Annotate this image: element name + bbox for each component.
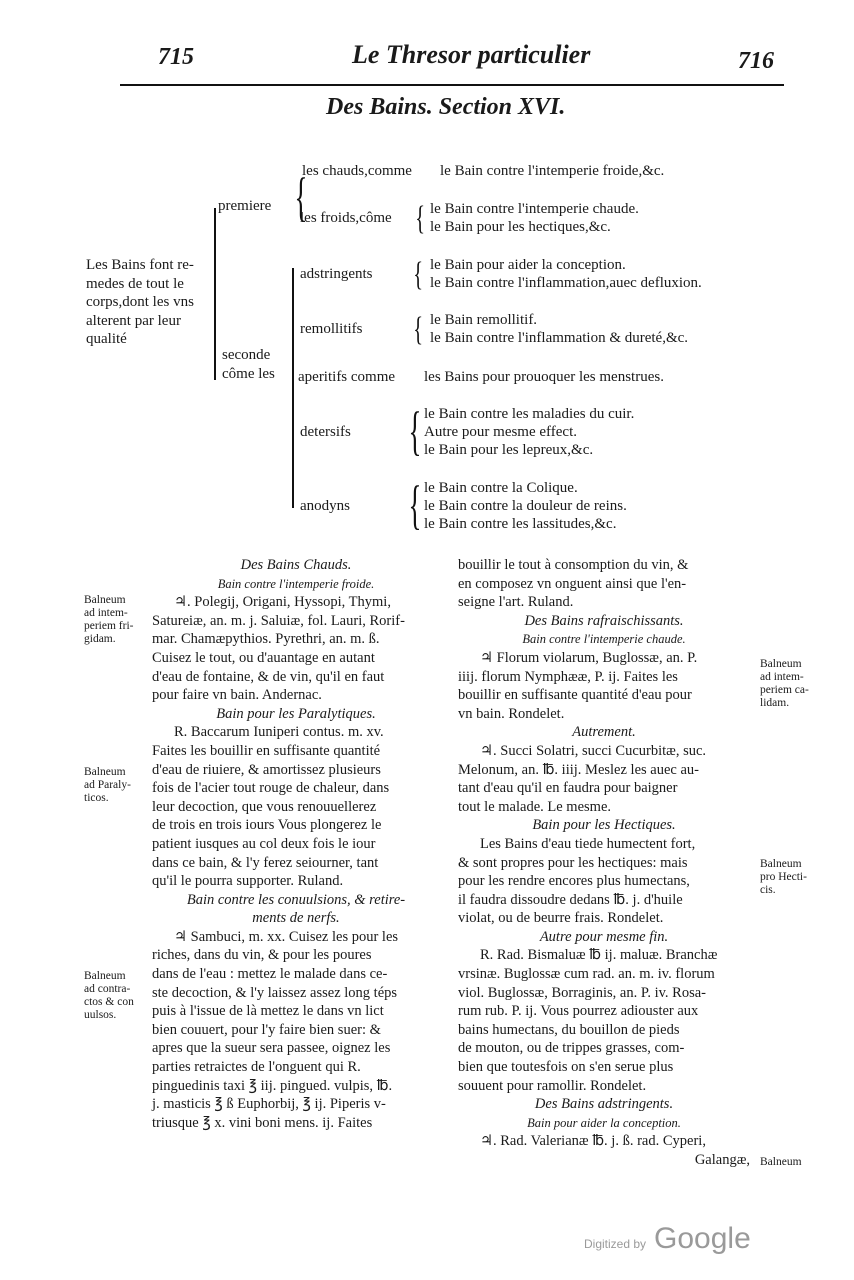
item-adstringents-2: le Bain contre l'inflammation,auec defluxion. — [430, 275, 702, 291]
header-rule — [120, 84, 784, 86]
margin-note-hecticis: Balneum pro Hecti- cis. — [760, 858, 807, 896]
section-title: Des Bains. Section XVI. — [326, 94, 566, 120]
left-column-line: bien couuert, pour l'y faire bien suer: & — [152, 1021, 381, 1038]
right-column-line: Les Bains d'eau tiede humectent fort, — [480, 835, 696, 852]
item-aperitifs: les Bains pour prouoquer les menstrues. — [424, 369, 664, 385]
left-column-line: puis à l'issue de là mettez le dans vn lict — [152, 1003, 384, 1020]
right-column-line: bien que toutesfois on s'en serue plus — [458, 1059, 674, 1076]
right-column-line: seigne l'art. Ruland. — [458, 594, 574, 611]
left-column-line: fois de l'acier tout rouge de chaleur, dans — [152, 780, 390, 797]
brace-anodyns: { — [408, 475, 422, 535]
left-column-line: riches, dans du vin, & pour les poures — [152, 947, 372, 964]
item-remollitifs-1: le Bain remollitif. — [430, 312, 538, 328]
node-adstringents: adstringents — [300, 266, 373, 282]
node-chauds: les chauds,comme — [302, 163, 412, 179]
right-column-line: bouillir le tout à consomption du vin, & — [458, 557, 689, 573]
left-column-line: qu'il le pourra supporter. Ruland. — [152, 873, 344, 890]
left-column-line: ments de nerfs. — [252, 910, 340, 927]
right-column-line: Bain pour aider la conception. — [527, 1115, 681, 1130]
brace-premiere: { — [294, 167, 308, 227]
margin-note-intemperie-calidam: Balneum ad intem- periem ca- lidam. — [760, 658, 809, 709]
item-detersifs-3: le Bain pour les lepreux,&c. — [424, 442, 594, 458]
root-brace — [214, 208, 216, 380]
left-column-line: Bain pour les Paralytiques. — [216, 705, 376, 722]
margin-note-intemperie-frigidam: Balneum ad intem- periem fri- gidam. — [84, 594, 134, 645]
right-column-line: ♃. Succi Solatri, succi Cucurbitæ, suc. — [480, 742, 707, 759]
margin-note-paralyticos: Balneum ad Paraly- ticos. — [84, 766, 131, 804]
right-column-line: souuent pour ramollir. Rondelet. — [458, 1077, 647, 1094]
right-column-line: bains humectans, du bouillon de pieds — [458, 1021, 680, 1038]
right-column-line: viol. Buglossæ, Borraginis, an. P. iv. Rosa- — [458, 984, 706, 1001]
right-column-line: Des Bains rafraischissants. — [524, 612, 684, 629]
right-column-line: pour les rendre encores plus humectans, — [458, 873, 690, 890]
right-column-line: ♃. Rad. Valerianæ ℔. j. ß. rad. Cyperi, — [480, 1133, 706, 1150]
right-column-line: tout le malade. Le mesme. — [458, 798, 612, 815]
left-column-line: Cuisez le tout, ou d'auantage en autant — [152, 649, 375, 666]
right-column-line: bouillir en suffisante quantité d'eau pour — [458, 687, 692, 704]
google-watermark — [584, 1222, 751, 1256]
right-column-line: de mouton, ou de trippes grasses, com- — [458, 1040, 685, 1057]
right-column — [458, 556, 750, 1170]
item-froids-2: le Bain pour les hectiques,&c. — [430, 219, 611, 235]
right-column-line: & sont propres pour les hectiques: mais — [458, 854, 688, 871]
brace-seconde — [292, 268, 294, 508]
branch-premiere: premiere — [218, 198, 272, 214]
item-anodyns-3: le Bain contre les lassitudes,&c. — [424, 516, 617, 532]
brace-detersifs: { — [408, 401, 422, 461]
node-detersifs: detersifs — [300, 424, 351, 440]
right-column-line: Bain contre l'intemperie chaude. — [522, 632, 686, 647]
right-column-line: Galangæ, — [694, 1152, 750, 1168]
brace-remollitifs: { — [413, 311, 424, 348]
watermark-prefix: Digitized by — [584, 1237, 647, 1251]
right-column-line: rum rub. P. ij. Vous pourrez adiouster aux — [458, 1003, 699, 1020]
left-column-line: dans de l'eau : mettez le malade dans ce- — [152, 966, 388, 983]
node-remollitifs: remollitifs — [300, 321, 363, 337]
left-column — [152, 556, 440, 1132]
left-column-line: d'eau de riuiere, & amortissez plusieurs — [152, 761, 381, 778]
left-column-line: mar. Chamæpythios. Pyrethri, an. m. ß. — [152, 631, 380, 648]
left-column-line: d'eau de fontaine, & de vin, qu'il en faut — [152, 668, 385, 685]
left-column-line: ♃ Sambuci, m. xx. Cuisez les pour les — [174, 928, 399, 945]
left-column-line: Des Bains Chauds. — [240, 557, 352, 573]
left-column-line: de trois en trois iours Vous plongerez le — [152, 817, 382, 834]
left-column-line: Satureiæ, an. m. j. Saluiæ, fol. Lauri, Rorif- — [152, 612, 405, 629]
right-column-line: Autrement. — [572, 724, 636, 741]
running-title: Le Thresor particulier — [352, 40, 591, 69]
page-number-right: 716 — [738, 48, 774, 74]
right-column-line: vrsinæ. Buglossæ cum rad. an. m. iv. florum — [458, 966, 715, 983]
node-froids: les froids,côme — [300, 210, 392, 226]
margin-note-balneum: Balneum — [760, 1156, 802, 1168]
item-adstringents-1: le Bain pour aider la conception. — [430, 257, 626, 273]
right-column-line: il faudra dissoudre dedans ℔. j. d'huile — [458, 891, 683, 908]
left-column-line: apres que la sueur sera passee, oignez les — [152, 1040, 391, 1057]
left-column-line: dans ce bain, & l'y ferez seiourner, tant — [152, 854, 379, 871]
right-column-line: iiij. florum Nymphææ, P. ij. Faites les — [458, 668, 678, 685]
left-column-line: Faites les bouillir en suffisante quantité — [152, 742, 381, 759]
left-column-line: Bain contre l'intemperie froide. — [217, 576, 375, 591]
left-column-line: pinguedinis taxi ℥ iij. pingued. vulpis, ℔. — [152, 1077, 393, 1094]
page-number-left: 715 — [158, 44, 194, 70]
right-column-line: Bain pour les Hectiques. — [532, 817, 676, 834]
node-aperitifs: aperitifs comme — [298, 369, 396, 385]
left-column-line: ♃. Polegij, Origani, Hyssopi, Thymi, — [174, 594, 391, 611]
left-column-line: patient iusques au col deux fois le iour — [152, 835, 376, 852]
right-column-line: Des Bains adstringents. — [534, 1096, 674, 1113]
left-column-line: R. Baccarum Iuniperi contus. m. xv. — [174, 724, 384, 741]
right-column-line: violat, ou de beurre frais. Rondelet. — [458, 910, 664, 927]
item-remollitifs-2: le Bain contre l'inflammation & dureté,&c. — [430, 330, 689, 346]
right-column-line: Autre pour mesme fin. — [539, 928, 669, 945]
left-column-line: parties retraictes de l'onguent qui R. — [152, 1059, 361, 1076]
left-column-line: Bain contre les conuulsions, & retire- — [186, 891, 406, 908]
node-anodyns: anodyns — [300, 498, 350, 514]
right-column-line: vn bain. Rondelet. — [458, 705, 565, 722]
right-column-line: R. Rad. Bismaluæ ℔ ij. maluæ. Branchæ — [480, 947, 718, 964]
brace-froids: { — [415, 200, 426, 237]
left-column-line: leur decoction, que vous renouuellerez — [152, 798, 377, 815]
item-detersifs-1: le Bain contre les maladies du cuir. — [424, 406, 635, 422]
branch-seconde: seconde côme les — [222, 347, 275, 382]
right-column-line: en composez vn onguent ainsi que l'en- — [458, 575, 687, 592]
right-column-line: ♃ Florum violarum, Buglossæ, an. P. — [480, 649, 698, 666]
right-column-line: Melonum, an. ℔. iiij. Meslez les auec au- — [458, 761, 699, 778]
item-anodyns-2: le Bain contre la douleur de reins. — [424, 498, 627, 514]
left-column-line: pour faire vn bain. Andernac. — [152, 687, 322, 704]
right-column-line: tant d'eau qu'il en faudra pour baigner — [458, 780, 678, 797]
margin-note-contractos: Balneum ad contra- ctos & con uulsos. — [84, 970, 134, 1021]
google-logo: Google — [654, 1222, 751, 1255]
left-column-line: j. masticis ℥ ß Euphorbij, ℥ ij. Piperis v- — [152, 1096, 386, 1113]
item-anodyns-1: le Bain contre la Colique. — [424, 480, 578, 496]
item-chauds: le Bain contre l'intemperie froide,&c. — [440, 163, 665, 179]
brace-adstringents: { — [413, 256, 424, 293]
item-detersifs-2: Autre pour mesme effect. — [424, 424, 577, 440]
left-column-line: ste decoction, & l'y laissez assez long téps — [152, 984, 398, 1001]
item-froids-1: le Bain contre l'intemperie chaude. — [430, 201, 639, 217]
left-column-line: triusque ℥ x. vini boni mens. ij. Faites — [152, 1114, 373, 1131]
tree-root: Les Bains font re- medes de tout le corps,dont les vns alterent par leur qualité — [86, 257, 194, 347]
